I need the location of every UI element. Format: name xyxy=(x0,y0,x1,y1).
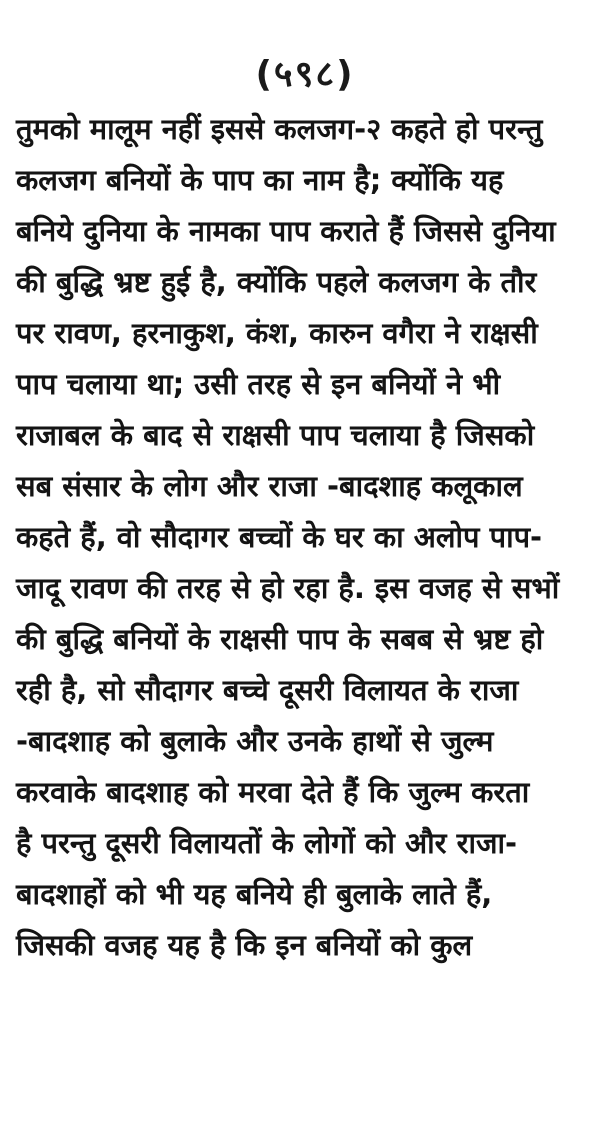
text-line-14: करवाके बादशाह को मरवा देते हैं कि जुल्म करता xyxy=(16,775,530,809)
text-line-12: रही है, सो सौदागर बच्चे दूसरी विलायत के राजा xyxy=(16,673,519,707)
text-line-13: -बादशाह को बुलाके और उनके हाथों से जुल्म xyxy=(16,724,494,758)
text-line-6: पाप चलाया था; उसी तरह से इन बनियों ने भी xyxy=(16,367,501,401)
text-line-4: की बुद्धि भ्रष्ट हुई है, क्योंकि पहले कलजग के तौर xyxy=(16,265,537,299)
text-line-15: है परन्तु दूसरी विलायतों के लोगों को और राजा- xyxy=(16,826,518,860)
text-line-1: तुमको मालूम नहीं इससे कलजग-२ कहते हो परन्तु xyxy=(16,112,543,146)
text-line-10: जादू रावण की तरह से हो रहा है. इस वजह से सभों xyxy=(16,571,560,605)
body-text xyxy=(16,104,600,971)
text-line-7: राजाबल के बाद से राक्षसी पाप चलाया है जिसको xyxy=(16,418,535,452)
text-line-8: सब संसार के लोग और राजा -बादशाह कलूकाल xyxy=(16,469,523,503)
text-line-3: बनिये दुनिया के नामका पाप कराते हैं जिससे दुनिया xyxy=(16,214,556,248)
text-line-16: बादशाहों को भी यह बनिये ही बुलाके लाते हैं, xyxy=(16,877,493,911)
text-line-11: की बुद्धि बनियों के राक्षसी पाप के सबब से भ्रष्ट हो xyxy=(16,622,544,656)
text-line-17: जिसकी वजह यह है कि इन बनियों को कुल xyxy=(16,928,473,962)
text-line-2: कलजग बनियों के पाप का नाम है; क्योंकि यह xyxy=(16,163,504,197)
page-number: (५९८) xyxy=(255,54,355,95)
text-line-5: पर रावण, हरनाकुश, कंश, कारुन वगैरा ने राक्षसी xyxy=(16,316,538,350)
text-line-9: कहते हैं, वो सौदागर बच्चों के घर का अलोप पाप- xyxy=(16,520,543,554)
